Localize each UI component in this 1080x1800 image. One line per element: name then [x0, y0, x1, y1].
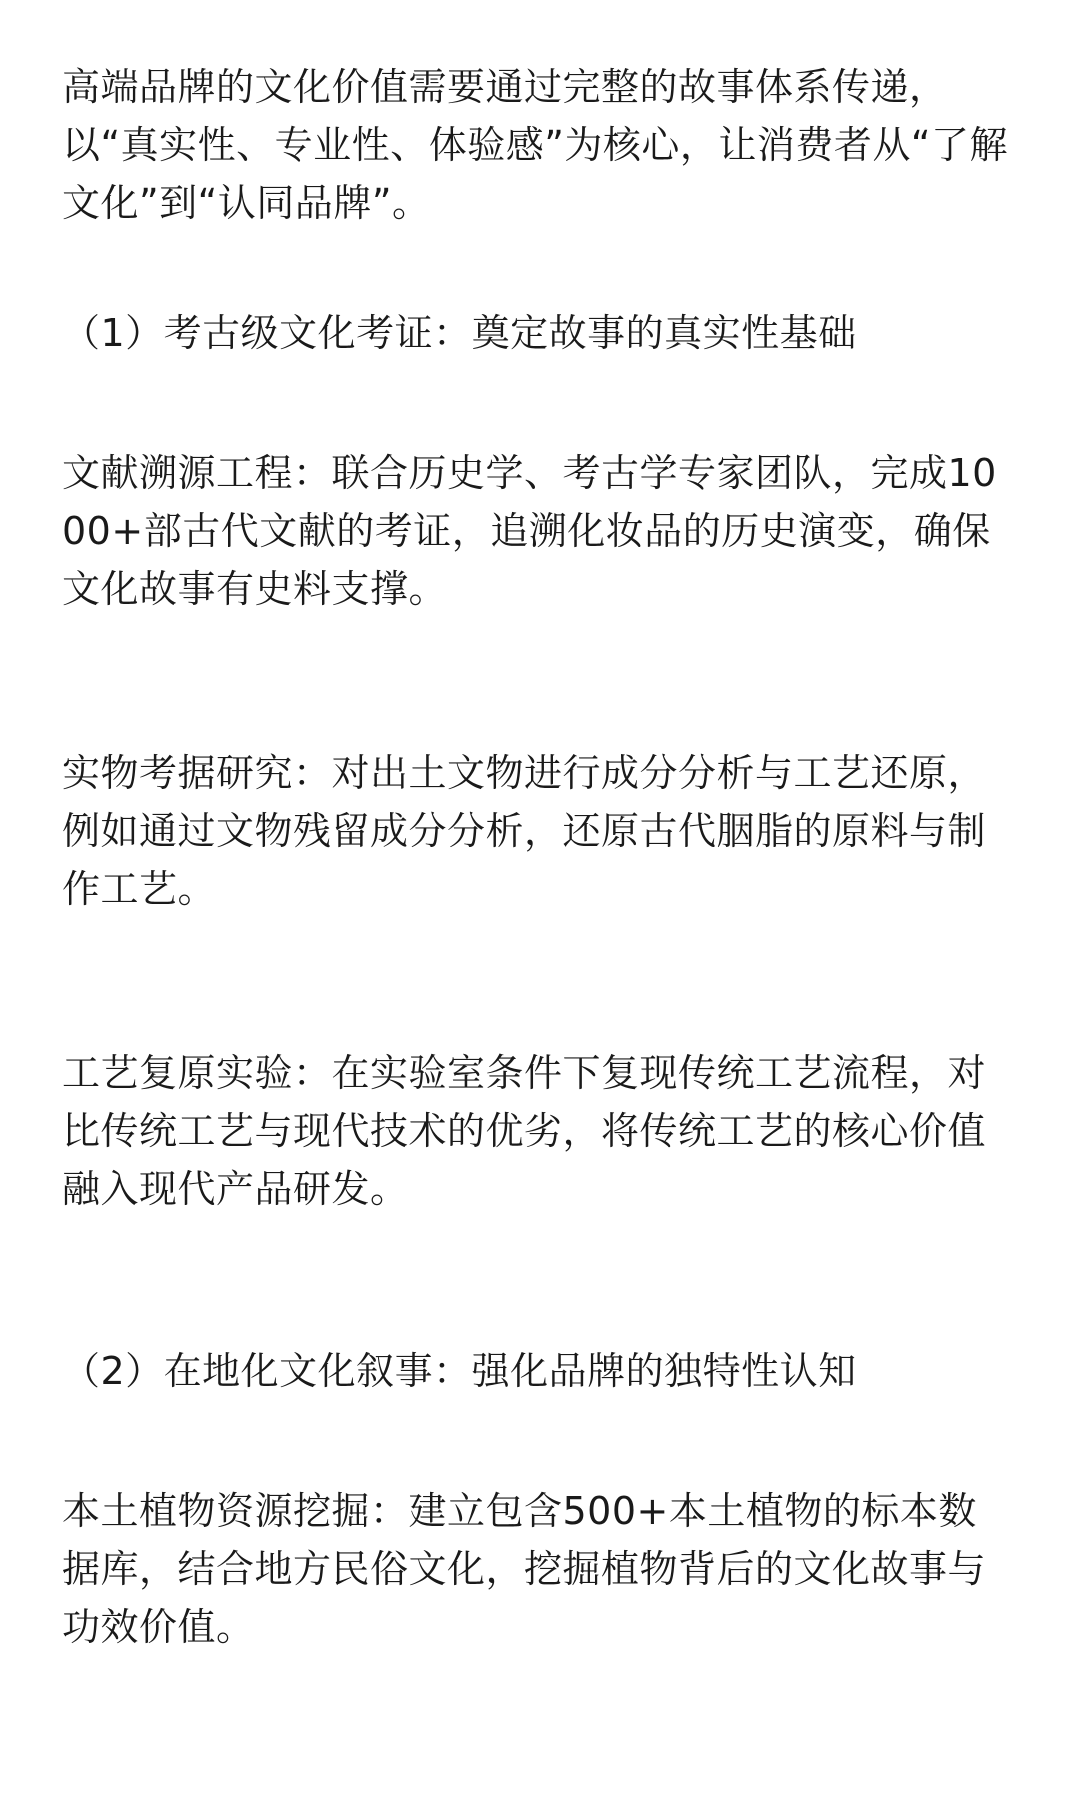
text-line: 以“真实性、专业性、体验感”为核心，让消费者从“了解	[62, 123, 1009, 167]
text-line: 文化”到“认同品牌”。	[62, 181, 431, 225]
text-line: 文献溯源工程：联合历史学、考古学专家团队，完成10	[62, 451, 997, 495]
text-line: 作工艺。	[62, 867, 217, 911]
item-paragraph	[62, 1044, 986, 1218]
text-line: 实物考据研究：对出土文物进行成分分析与工艺还原，	[62, 751, 987, 795]
text-line: 高端品牌的文化价值需要通过完整的故事体系传递，	[62, 65, 948, 109]
text-line: 工艺复原实验：在实验室条件下复现传统工艺流程，对	[62, 1051, 987, 1095]
item-paragraph	[62, 1482, 986, 1656]
text-line: 据库，结合地方民俗文化，挖掘植物背后的文化故事与	[62, 1547, 987, 1591]
section-heading: （2）在地化文化叙事：强化品牌的独特性认知	[62, 1349, 857, 1393]
item-paragraph	[62, 744, 986, 918]
text-line: 功效价值。	[62, 1605, 255, 1649]
text-line: 例如通过文物残留成分分析，还原古代胭脂的原料与制	[62, 809, 987, 853]
section-heading: （1）考古级文化考证：奠定故事的真实性基础	[62, 311, 857, 355]
text-line: 融入现代产品研发。	[62, 1167, 409, 1211]
intro-paragraph	[62, 58, 1008, 232]
text-line: 比传统工艺与现代技术的优劣，将传统工艺的核心价值	[62, 1109, 987, 1153]
text-line: 文化故事有史料支撑。	[62, 567, 448, 611]
text-line: 00+部古代文献的考证，追溯化妆品的历史演变，确保	[62, 509, 991, 553]
text-line: 本土植物资源挖掘：建立包含500+本土植物的标本数	[62, 1489, 977, 1533]
item-paragraph	[62, 444, 997, 618]
